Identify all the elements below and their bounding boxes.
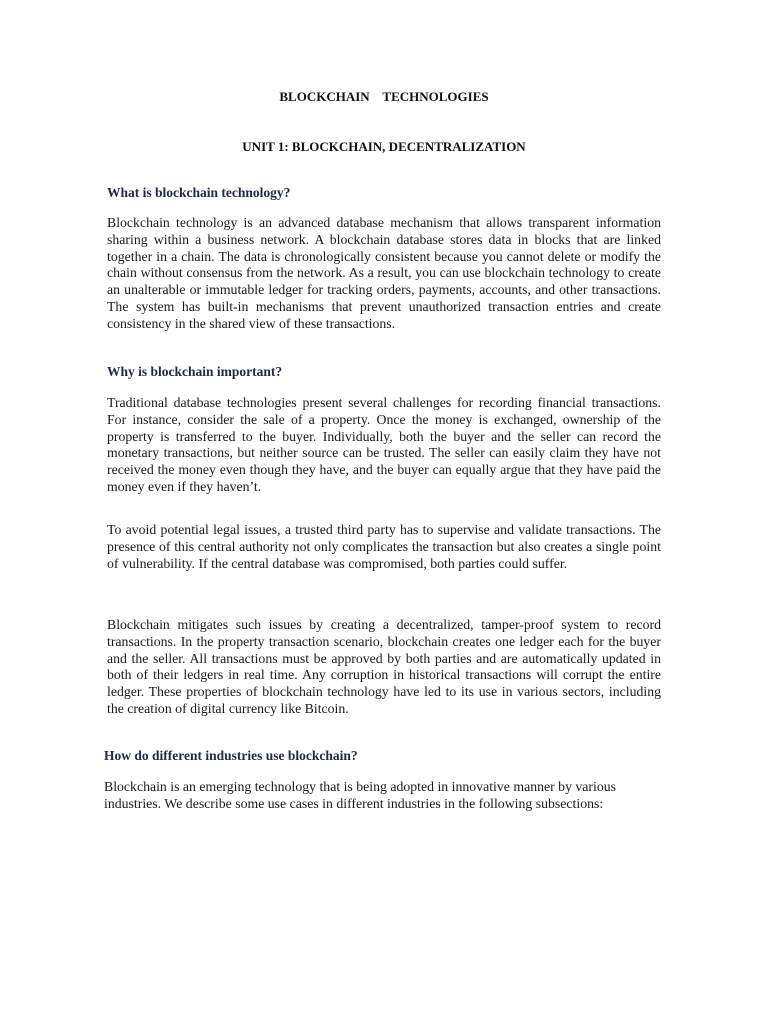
document-title: BLOCKCHAIN TECHNOLOGIES: [279, 89, 489, 104]
section-heading-what-is-blockchain: What is blockchain technology?: [107, 185, 291, 200]
paragraph-traditional-databases: Traditional database technologies present several challenges for recording financial transactions. For instance, consider the sale of a property. Once the money is exchanged, ownership of the property is transferred to the buyer. Individually, both the buyer and the seller can record the monetary transactions, but neither source can be trusted. The seller can easily claim they have not received the money even though they have, and the buyer can equally argue that they have paid the money even if they haven’t.: [107, 395, 661, 494]
paragraph-what-is-blockchain: Blockchain technology is an advanced database mechanism that allows transparent information sharing within a business network. A blockchain database stores data in blocks that are linked together in a chain. The data is chronologically consistent because you cannot delete or modify the chain without consensus from the network. As a result, you can use blockchain technology to create an unalterable or immutable ledger for tracking orders, payments, accounts, and other transactions. The system has built-in mechanisms that prevent unauthorized transaction entries and create consistency in the shared view of these transactions.: [107, 215, 661, 331]
section-heading-industries: How do different industries use blockchain?: [104, 748, 358, 763]
paragraph-industries-intro: Blockchain is an emerging technology that is being adopted in innovative manner by various industries. We describe some use cases in different industries in the following subsections:: [104, 779, 617, 811]
paragraph-trusted-third-party: To avoid potential legal issues, a trusted third party has to supervise and validate transactions. The presence of this central authority not only complicates the transaction but also creates a single point of vulnerability. If the central database was compromised, both parties could suffer.: [107, 522, 661, 571]
section-heading-why-important: Why is blockchain important?: [107, 364, 283, 379]
unit-title: UNIT 1: BLOCKCHAIN, DECENTRALIZATION: [242, 139, 526, 154]
paragraph-blockchain-mitigates: Blockchain mitigates such issues by creating a decentralized, tamper-proof system to record transactions. In the property transaction scenario, blockchain creates one ledger each for the buyer and the seller. All transactions must be approved by both parties and are automatically updated in both of their ledgers in real time. Any corruption in historical transactions will corrupt the entire ledger. These properties of blockchain technology have led to its use in various sectors, including the creation of digital currency like Bitcoin.: [107, 617, 661, 716]
